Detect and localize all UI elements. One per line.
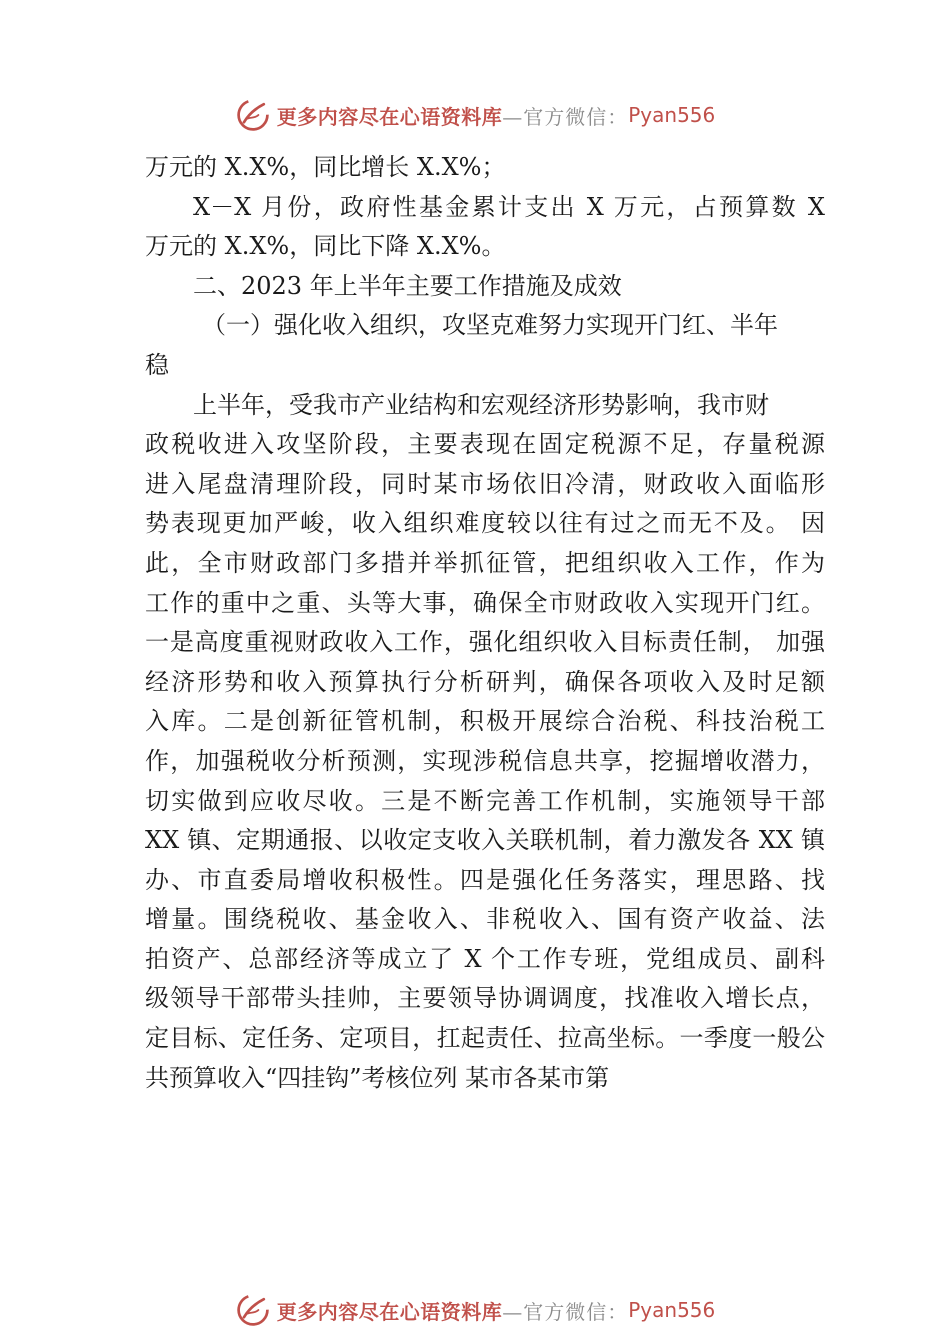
watermark-handle: Pyan556	[628, 103, 716, 127]
text-line: 进入尾盘清理阶段，同时某市场依旧冷清，财政收入面临形	[145, 469, 825, 498]
text-line: 共预算收入“四挂钩”考核位列 某市各某市第	[145, 1063, 610, 1092]
text-line: 办、市直委局增收积极性。四是强化任务落实，理思路、找	[145, 865, 825, 894]
text-line: 增量。围绕税收、基金收入、非税收入、国有资产收益、法	[145, 905, 825, 934]
brush-swirl-logo-icon	[235, 1292, 271, 1328]
watermark-footer	[0, 1290, 950, 1330]
text-line: 作，加强税收分析预测，实现涉税信息共享，挖掘增收潜力，	[145, 746, 825, 775]
watermark-handle: Pyan556	[628, 1298, 716, 1322]
text-line: 拍资产、总部经济等成立了 X 个工作专班，党组成员、副科	[145, 944, 825, 973]
text-line: 定目标、定任务、定项目，扛起责任、拉高坐标。一季度一般公	[145, 1024, 825, 1053]
document-body	[145, 148, 825, 1098]
subsection-heading-continued: 稳	[145, 350, 169, 379]
subsection-heading: （一）强化收入组织，攻坚克难努力实现开门红、半年	[202, 311, 778, 340]
watermark-header	[0, 95, 950, 135]
text-line: 入库。二是创新征管机制，积极开展综合治税、科技治税工	[145, 707, 825, 736]
watermark-sub-text: —官方微信：	[502, 1299, 629, 1324]
section-heading: 二、2023 年上半年主要工作措施及成效	[193, 271, 622, 300]
text-line: 此，全市财政部门多措并举抓征管，把组织收入工作，作为	[145, 548, 825, 577]
text-line: 势表现更加严峻，收入组织难度较以往有过之而无不及。 因	[145, 509, 825, 538]
text-line: 上半年，受我市产业结构和宏观经济形势影响，我市财	[193, 390, 769, 419]
text-line: 切实做到应收尽收。三是不断完善工作机制，实施领导干部	[145, 786, 825, 815]
text-line: 级领导干部带头挂帅，主要领导协调调度，找准收入增长点，	[145, 984, 825, 1013]
brush-swirl-logo-icon	[235, 97, 271, 133]
text-line: 经济形势和收入预算执行分析研判，确保各项收入及时足额	[145, 667, 825, 696]
text-line: 工作的重中之重、头等大事，确保全市财政收入实现开门红。	[145, 588, 825, 617]
text-line: 万元的 X.X%，同比下降 X.X%。	[145, 232, 506, 261]
text-line: 政税收进入攻坚阶段，主要表现在固定税源不足，存量税源	[145, 430, 825, 459]
watermark-sub-text: —官方微信：	[502, 104, 629, 129]
text-line: X－X 月份，政府性基金累计支出 X 万元，占预算数 X	[193, 192, 825, 221]
text-line: 一是高度重视财政收入工作，强化组织收入目标责任制， 加强	[145, 628, 825, 657]
watermark-main-text: 更多内容尽在心语资料库	[276, 1299, 503, 1324]
text-line: XX 镇、定期通报、以收定支收入关联机制，着力激发各 XX 镇	[145, 826, 825, 855]
text-line: 万元的 X.X%，同比增长 X.X%；	[145, 153, 506, 181]
watermark-main-text: 更多内容尽在心语资料库	[276, 104, 503, 129]
